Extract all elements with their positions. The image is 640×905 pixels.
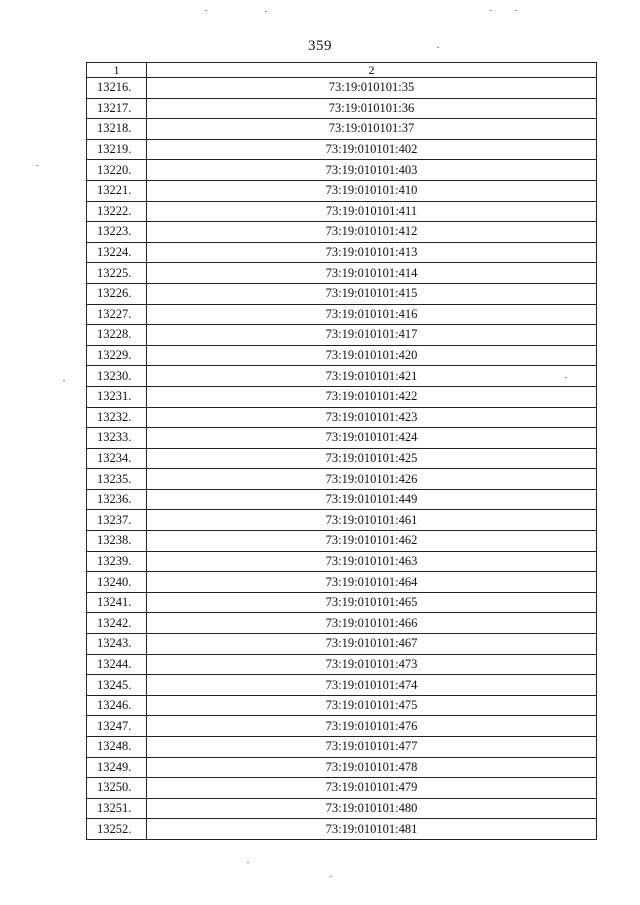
- cadastral-number-cell: 73:19:010101:481: [147, 819, 597, 840]
- table-row: [87, 572, 597, 593]
- cadastral-number-cell: 73:19:010101:414: [147, 263, 597, 284]
- row-number-cell: 13217.: [87, 98, 147, 119]
- cadastral-number-cell: 73:19:010101:426: [147, 469, 597, 490]
- cadastral-number-cell: 73:19:010101:411: [147, 201, 597, 222]
- table-row: [87, 201, 597, 222]
- scan-speck: [205, 10, 207, 11]
- table-body: [87, 78, 597, 840]
- scan-speck: [63, 380, 65, 381]
- cadastral-number-cell: 73:19:010101:416: [147, 304, 597, 325]
- table-header: [87, 63, 597, 78]
- cadastral-number-cell: 73:19:010101:477: [147, 737, 597, 758]
- row-number-cell: 13251.: [87, 798, 147, 819]
- cadastral-number-cell: 73:19:010101:413: [147, 242, 597, 263]
- row-number-cell: 13245.: [87, 675, 147, 696]
- table-row: [87, 510, 597, 531]
- table-row: [87, 160, 597, 181]
- row-number-cell: 13227.: [87, 304, 147, 325]
- table-row: [87, 119, 597, 140]
- table-row: [87, 345, 597, 366]
- row-number-cell: 13235.: [87, 469, 147, 490]
- table-row: [87, 675, 597, 696]
- scan-speck: [330, 876, 332, 877]
- table-row: [87, 407, 597, 428]
- row-number-cell: 13240.: [87, 572, 147, 593]
- row-number-cell: 13216.: [87, 78, 147, 99]
- table-row: [87, 716, 597, 737]
- scan-speck: [247, 862, 249, 863]
- cadastral-number-cell: 73:19:010101:36: [147, 98, 597, 119]
- table-row: [87, 757, 597, 778]
- cadastral-number-cell: 73:19:010101:467: [147, 634, 597, 655]
- scan-speck: [36, 165, 38, 166]
- table-row: [87, 448, 597, 469]
- table-row: [87, 366, 597, 387]
- row-number-cell: 13239.: [87, 551, 147, 572]
- cadastral-number-cell: 73:19:010101:412: [147, 222, 597, 243]
- table-row: [87, 654, 597, 675]
- cadastral-number-cell: 73:19:010101:402: [147, 139, 597, 160]
- page-number: 359: [308, 38, 332, 54]
- table-row: [87, 428, 597, 449]
- row-number-cell: 13234.: [87, 448, 147, 469]
- cadastral-number-cell: 73:19:010101:421: [147, 366, 597, 387]
- table-row: [87, 222, 597, 243]
- cadastral-number-cell: 73:19:010101:464: [147, 572, 597, 593]
- cadastral-number-cell: 73:19:010101:37: [147, 119, 597, 140]
- cadastral-number-cell: 73:19:010101:425: [147, 448, 597, 469]
- cadastral-number-cell: 73:19:010101:474: [147, 675, 597, 696]
- table-row: [87, 531, 597, 552]
- table-row: [87, 551, 597, 572]
- cadastral-number-cell: 73:19:010101:479: [147, 778, 597, 799]
- row-number-cell: 13243.: [87, 634, 147, 655]
- table-row: [87, 613, 597, 634]
- cadastral-number-cell: 73:19:010101:462: [147, 531, 597, 552]
- scan-speck: [265, 11, 267, 12]
- column-header-1: 1: [87, 63, 147, 78]
- table-row: [87, 180, 597, 201]
- row-number-cell: 13242.: [87, 613, 147, 634]
- table-row: [87, 139, 597, 160]
- row-number-cell: 13224.: [87, 242, 147, 263]
- cadastral-number-cell: 73:19:010101:476: [147, 716, 597, 737]
- row-number-cell: 13219.: [87, 139, 147, 160]
- table-row: [87, 819, 597, 840]
- row-number-cell: 13223.: [87, 222, 147, 243]
- cadastral-number-cell: 73:19:010101:449: [147, 489, 597, 510]
- cadastral-number-cell: 73:19:010101:465: [147, 592, 597, 613]
- cadastral-number-cell: 73:19:010101:410: [147, 180, 597, 201]
- cadastral-number-cell: 73:19:010101:466: [147, 613, 597, 634]
- cadastral-number-cell: 73:19:010101:478: [147, 757, 597, 778]
- cadastral-number-cell: 73:19:010101:415: [147, 283, 597, 304]
- scan-speck: [515, 10, 517, 11]
- cadastral-table: [86, 62, 597, 840]
- row-number-cell: 13232.: [87, 407, 147, 428]
- cadastral-number-cell: 73:19:010101:480: [147, 798, 597, 819]
- row-number-cell: 13241.: [87, 592, 147, 613]
- scan-speck: [490, 10, 492, 11]
- header-row: [87, 63, 597, 78]
- cadastral-number-cell: 73:19:010101:403: [147, 160, 597, 181]
- scan-speck: [437, 47, 439, 48]
- table-row: [87, 489, 597, 510]
- row-number-cell: 13221.: [87, 180, 147, 201]
- table-row: [87, 263, 597, 284]
- row-number-cell: 13226.: [87, 283, 147, 304]
- table-row: [87, 98, 597, 119]
- cadastral-number-cell: 73:19:010101:463: [147, 551, 597, 572]
- row-number-cell: 13249.: [87, 757, 147, 778]
- row-number-cell: 13247.: [87, 716, 147, 737]
- row-number-cell: 13220.: [87, 160, 147, 181]
- table-row: [87, 469, 597, 490]
- table-row: [87, 386, 597, 407]
- row-number-cell: 13237.: [87, 510, 147, 531]
- row-number-cell: 13233.: [87, 428, 147, 449]
- cadastral-number-cell: 73:19:010101:420: [147, 345, 597, 366]
- cadastral-number-cell: 73:19:010101:475: [147, 695, 597, 716]
- table-row: [87, 798, 597, 819]
- cadastral-number-cell: 73:19:010101:461: [147, 510, 597, 531]
- row-number-cell: 13230.: [87, 366, 147, 387]
- table-row: [87, 325, 597, 346]
- cadastral-number-cell: 73:19:010101:422: [147, 386, 597, 407]
- cadastral-number-cell: 73:19:010101:473: [147, 654, 597, 675]
- row-number-cell: 13238.: [87, 531, 147, 552]
- table-row: [87, 78, 597, 99]
- table-row: [87, 283, 597, 304]
- row-number-cell: 13222.: [87, 201, 147, 222]
- cadastral-number-cell: 73:19:010101:417: [147, 325, 597, 346]
- table-row: [87, 242, 597, 263]
- cadastral-number-cell: 73:19:010101:423: [147, 407, 597, 428]
- row-number-cell: 13252.: [87, 819, 147, 840]
- table-row: [87, 634, 597, 655]
- table-row: [87, 695, 597, 716]
- table-row: [87, 737, 597, 758]
- row-number-cell: 13225.: [87, 263, 147, 284]
- row-number-cell: 13231.: [87, 386, 147, 407]
- row-number-cell: 13246.: [87, 695, 147, 716]
- cadastral-number-cell: 73:19:010101:35: [147, 78, 597, 99]
- scan-speck: [565, 377, 567, 378]
- table-row: [87, 778, 597, 799]
- cadastral-number-cell: 73:19:010101:424: [147, 428, 597, 449]
- row-number-cell: 13236.: [87, 489, 147, 510]
- row-number-cell: 13229.: [87, 345, 147, 366]
- row-number-cell: 13250.: [87, 778, 147, 799]
- row-number-cell: 13228.: [87, 325, 147, 346]
- row-number-cell: 13248.: [87, 737, 147, 758]
- table-row: [87, 304, 597, 325]
- row-number-cell: 13218.: [87, 119, 147, 140]
- table-row: [87, 592, 597, 613]
- column-header-2: 2: [147, 63, 597, 78]
- row-number-cell: 13244.: [87, 654, 147, 675]
